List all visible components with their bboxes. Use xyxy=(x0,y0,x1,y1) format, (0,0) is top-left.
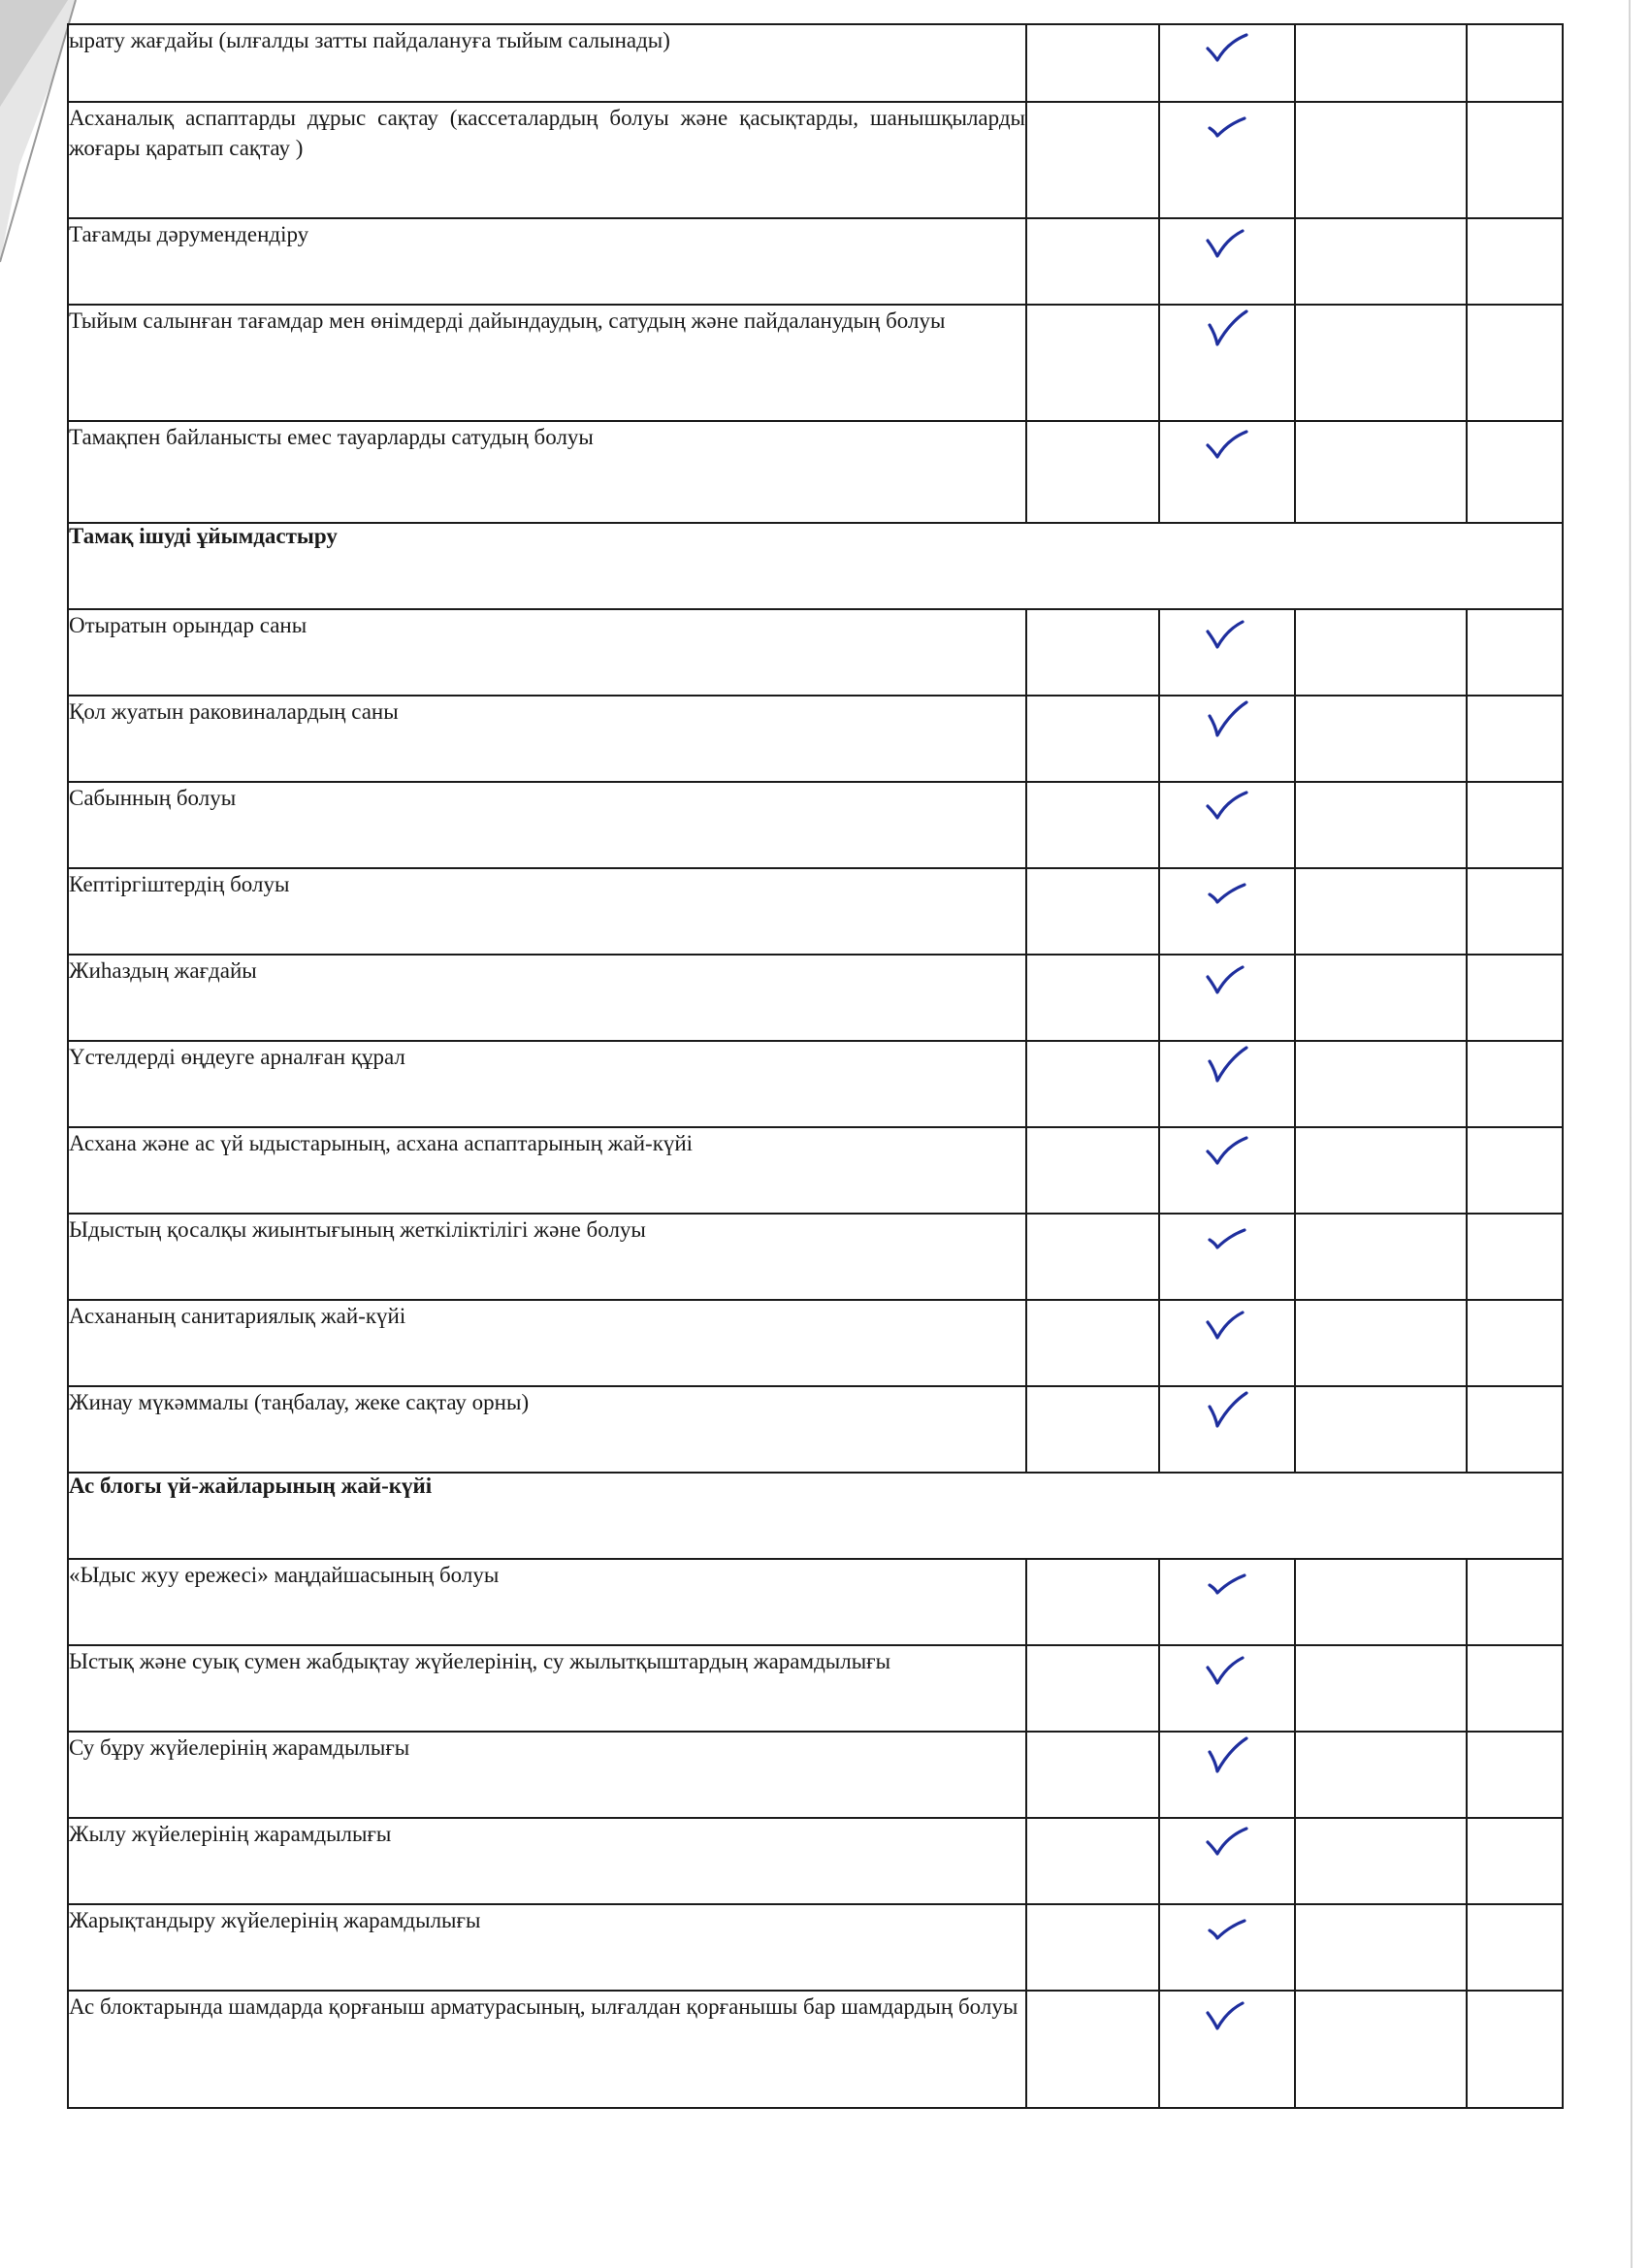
requirement-text: Асхана және ас үй ыдыстарының, асхана аспаптарының жай-күйі xyxy=(68,1127,1026,1214)
mark-cell-3 xyxy=(1295,1386,1467,1473)
mark-cell-3 xyxy=(1295,696,1467,782)
mark-cell-1 xyxy=(1026,955,1159,1041)
mark-cell-2 xyxy=(1159,1559,1295,1645)
handwritten-checkmark-icon xyxy=(1204,956,1250,998)
handwritten-checkmark-icon xyxy=(1204,1733,1250,1775)
mark-cell-3 xyxy=(1295,955,1467,1041)
handwritten-checkmark-icon xyxy=(1204,25,1250,68)
mark-cell-3 xyxy=(1295,1732,1467,1818)
mark-cell-1 xyxy=(1026,102,1159,218)
mark-cell-4 xyxy=(1467,1818,1563,1904)
mark-cell-4 xyxy=(1467,1041,1563,1127)
requirement-text: Жарықтандыру жүйелерінің жарамдылығы xyxy=(68,1904,1026,1991)
section-heading: Ас блогы үй-жайларының жай-күйі xyxy=(68,1473,1563,1559)
mark-cell-3 xyxy=(1295,609,1467,696)
mark-cell-1 xyxy=(1026,609,1159,696)
checklist-row xyxy=(68,24,1563,102)
handwritten-checkmark-icon xyxy=(1204,422,1250,465)
requirement-text: Ас блоктарында шамдарда қорғаныш арматурасының, ылғалдан қорғанышы бар шамдардың болуы xyxy=(68,1991,1026,2108)
mark-cell-2 xyxy=(1159,1214,1295,1300)
mark-cell-2 xyxy=(1159,782,1295,868)
mark-cell-2 xyxy=(1159,1732,1295,1818)
checklist-row xyxy=(68,1041,1563,1127)
mark-cell-1 xyxy=(1026,1991,1159,2108)
checklist-row xyxy=(68,782,1563,868)
mark-cell-3 xyxy=(1295,421,1467,523)
mark-cell-4 xyxy=(1467,218,1563,305)
handwritten-checkmark-icon xyxy=(1204,1992,1250,2034)
mark-cell-3 xyxy=(1295,1818,1467,1904)
handwritten-checkmark-icon xyxy=(1204,1042,1250,1085)
handwritten-checkmark-icon xyxy=(1204,783,1250,826)
mark-cell-4 xyxy=(1467,1386,1563,1473)
handwritten-checkmark-icon xyxy=(1204,697,1250,739)
page-edge xyxy=(1610,0,1649,2268)
mark-cell-2 xyxy=(1159,1127,1295,1214)
mark-cell-1 xyxy=(1026,1041,1159,1127)
mark-cell-4 xyxy=(1467,1904,1563,1991)
mark-cell-4 xyxy=(1467,1559,1563,1645)
checklist-row xyxy=(68,421,1563,523)
mark-cell-2 xyxy=(1159,305,1295,421)
mark-cell-1 xyxy=(1026,1214,1159,1300)
mark-cell-3 xyxy=(1295,868,1467,955)
mark-cell-1 xyxy=(1026,24,1159,102)
checklist-row xyxy=(68,1214,1563,1300)
requirement-text: Тағамды дәрумендендіру xyxy=(68,218,1026,305)
mark-cell-3 xyxy=(1295,102,1467,218)
mark-cell-1 xyxy=(1026,1559,1159,1645)
mark-cell-2 xyxy=(1159,1041,1295,1127)
mark-cell-3 xyxy=(1295,1645,1467,1732)
mark-cell-4 xyxy=(1467,696,1563,782)
mark-cell-3 xyxy=(1295,305,1467,421)
checklist-table xyxy=(67,23,1564,2109)
mark-cell-4 xyxy=(1467,102,1563,218)
mark-cell-4 xyxy=(1467,609,1563,696)
mark-cell-1 xyxy=(1026,1904,1159,1991)
mark-cell-3 xyxy=(1295,24,1467,102)
requirement-text: Жылу жүйелерінің жарамдылығы xyxy=(68,1818,1026,1904)
handwritten-checkmark-icon xyxy=(1204,1646,1250,1689)
handwritten-checkmark-icon xyxy=(1204,103,1250,146)
requirement-text: Су бұру жүйелерінің жарамдылығы xyxy=(68,1732,1026,1818)
requirement-text: Үстелдерді өңдеуге арналған құрал xyxy=(68,1041,1026,1127)
handwritten-checkmark-icon xyxy=(1204,306,1250,348)
mark-cell-1 xyxy=(1026,421,1159,523)
checklist-row xyxy=(68,218,1563,305)
mark-cell-1 xyxy=(1026,1300,1159,1386)
checklist-row xyxy=(68,1559,1563,1645)
mark-cell-1 xyxy=(1026,1818,1159,1904)
checklist-row xyxy=(68,1300,1563,1386)
mark-cell-2 xyxy=(1159,868,1295,955)
section-row xyxy=(68,523,1563,609)
handwritten-checkmark-icon xyxy=(1204,1387,1250,1430)
mark-cell-3 xyxy=(1295,1559,1467,1645)
mark-cell-3 xyxy=(1295,218,1467,305)
mark-cell-1 xyxy=(1026,1732,1159,1818)
mark-cell-4 xyxy=(1467,1732,1563,1818)
requirement-text: Отыратын орындар саны xyxy=(68,609,1026,696)
mark-cell-4 xyxy=(1467,955,1563,1041)
mark-cell-1 xyxy=(1026,782,1159,868)
mark-cell-4 xyxy=(1467,1127,1563,1214)
handwritten-checkmark-icon xyxy=(1204,219,1250,262)
mark-cell-2 xyxy=(1159,421,1295,523)
mark-cell-3 xyxy=(1295,1991,1467,2108)
mark-cell-4 xyxy=(1467,305,1563,421)
checklist-row xyxy=(68,1386,1563,1473)
requirement-text: Тыйым салынған тағамдар мен өнімдерді дайындаудың, сатудың және пайдаланудың болуы xyxy=(68,305,1026,421)
mark-cell-2 xyxy=(1159,24,1295,102)
requirement-text: ырату жағдайы (ылғалды затты пайдалануға тыйым салынады) xyxy=(68,24,1026,102)
mark-cell-4 xyxy=(1467,1300,1563,1386)
mark-cell-1 xyxy=(1026,1645,1159,1732)
mark-cell-2 xyxy=(1159,1300,1295,1386)
folded-corner xyxy=(0,0,78,272)
mark-cell-3 xyxy=(1295,1041,1467,1127)
handwritten-checkmark-icon xyxy=(1204,1215,1250,1257)
mark-cell-3 xyxy=(1295,1214,1467,1300)
checklist-row xyxy=(68,305,1563,421)
checklist-row xyxy=(68,696,1563,782)
mark-cell-2 xyxy=(1159,1904,1295,1991)
checklist-row xyxy=(68,955,1563,1041)
requirement-text: Сабынның болуы xyxy=(68,782,1026,868)
handwritten-checkmark-icon xyxy=(1204,1128,1250,1171)
mark-cell-2 xyxy=(1159,609,1295,696)
mark-cell-2 xyxy=(1159,1386,1295,1473)
requirement-text: Қол жуатын раковиналардың саны xyxy=(68,696,1026,782)
checklist-row xyxy=(68,868,1563,955)
mark-cell-1 xyxy=(1026,1386,1159,1473)
requirement-text: Жиһаздың жағдайы xyxy=(68,955,1026,1041)
checklist-row xyxy=(68,1127,1563,1214)
mark-cell-3 xyxy=(1295,1300,1467,1386)
handwritten-checkmark-icon xyxy=(1204,610,1250,653)
handwritten-checkmark-icon xyxy=(1204,869,1250,912)
mark-cell-2 xyxy=(1159,696,1295,782)
checklist-row xyxy=(68,1732,1563,1818)
mark-cell-4 xyxy=(1467,421,1563,523)
mark-cell-3 xyxy=(1295,782,1467,868)
mark-cell-2 xyxy=(1159,1645,1295,1732)
checklist-row xyxy=(68,1818,1563,1904)
requirement-text: Ыстық және суық сумен жабдықтау жүйелерінің, су жылытқыштардың жарамдылығы xyxy=(68,1645,1026,1732)
handwritten-checkmark-icon xyxy=(1204,1560,1250,1603)
mark-cell-2 xyxy=(1159,955,1295,1041)
mark-cell-3 xyxy=(1295,1127,1467,1214)
mark-cell-2 xyxy=(1159,218,1295,305)
mark-cell-4 xyxy=(1467,782,1563,868)
checklist-row xyxy=(68,1991,1563,2108)
handwritten-checkmark-icon xyxy=(1204,1301,1250,1344)
mark-cell-3 xyxy=(1295,1904,1467,1991)
mark-cell-4 xyxy=(1467,1214,1563,1300)
mark-cell-1 xyxy=(1026,305,1159,421)
mark-cell-1 xyxy=(1026,868,1159,955)
requirement-text: Асхананың санитариялық жай-күйі xyxy=(68,1300,1026,1386)
requirement-text: Тамақпен байланысты емес тауарларды сатудың болуы xyxy=(68,421,1026,523)
checklist-row xyxy=(68,1645,1563,1732)
checklist-row xyxy=(68,1904,1563,1991)
handwritten-checkmark-icon xyxy=(1204,1819,1250,1862)
mark-cell-1 xyxy=(1026,1127,1159,1214)
mark-cell-2 xyxy=(1159,1991,1295,2108)
requirement-text: «Ыдыс жуу ережесі» маңдайшасының болуы xyxy=(68,1559,1026,1645)
mark-cell-4 xyxy=(1467,868,1563,955)
checklist-row xyxy=(68,609,1563,696)
requirement-text: Ыдыстың қосалқы жиынтығының жеткіліктілігі және болуы xyxy=(68,1214,1026,1300)
section-heading: Тамақ ішуді ұйымдастыру xyxy=(68,523,1563,609)
requirement-text: Кептіргіштердің болуы xyxy=(68,868,1026,955)
section-row xyxy=(68,1473,1563,1559)
mark-cell-1 xyxy=(1026,696,1159,782)
mark-cell-1 xyxy=(1026,218,1159,305)
mark-cell-4 xyxy=(1467,24,1563,102)
mark-cell-2 xyxy=(1159,1818,1295,1904)
mark-cell-4 xyxy=(1467,1645,1563,1732)
requirement-text: Асханалық аспаптарды дұрыс сақтау (кассеталардың болуы және қасықтарды, шанышқыларды жоғары қаратып сақтау ) xyxy=(68,102,1026,218)
mark-cell-4 xyxy=(1467,1991,1563,2108)
mark-cell-2 xyxy=(1159,102,1295,218)
handwritten-checkmark-icon xyxy=(1204,1905,1250,1948)
checklist-row xyxy=(68,102,1563,218)
requirement-text: Жинау мүкәммалы (таңбалау, жеке сақтау орны) xyxy=(68,1386,1026,1473)
